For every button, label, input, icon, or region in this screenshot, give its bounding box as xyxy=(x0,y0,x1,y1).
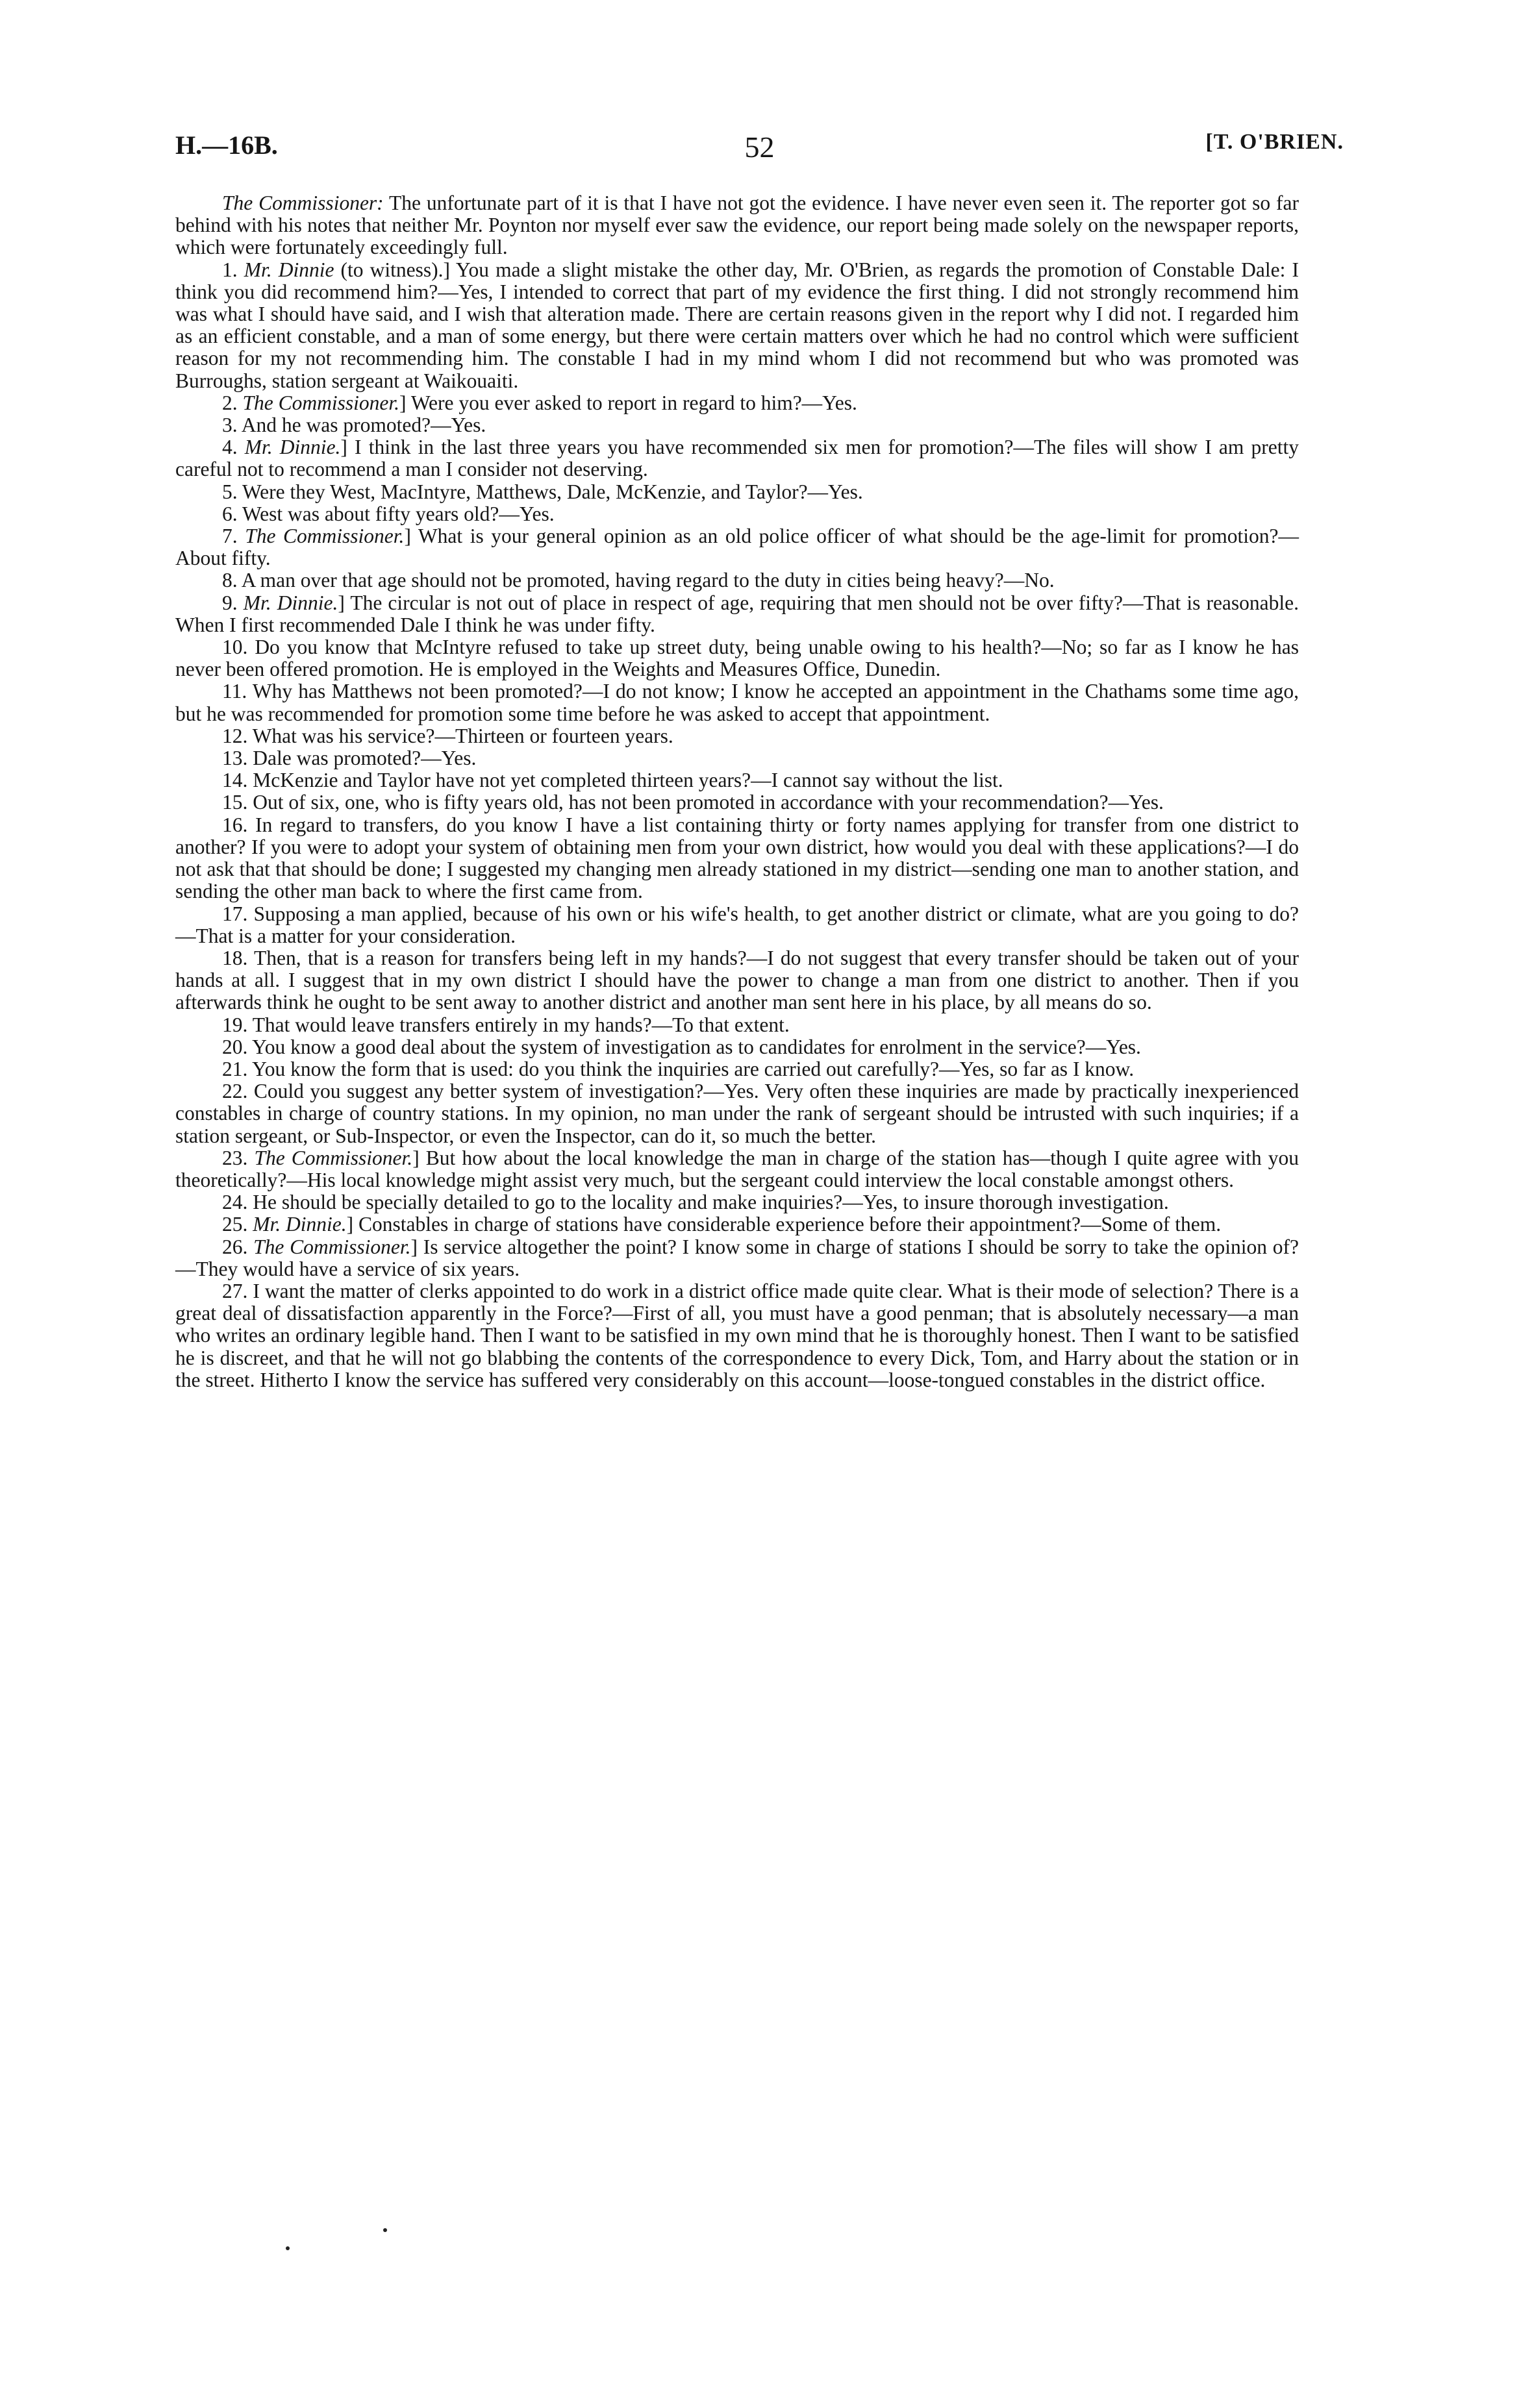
paragraph-text: What was his service?—Thirteen or fourteen years. xyxy=(252,724,673,747)
evidence-paragraph xyxy=(175,636,1299,680)
question-number: 9. xyxy=(222,591,244,614)
paragraph-text: A man over that age should not be promoted, having regard to the duty in cities being heavy?—No. xyxy=(241,569,1055,592)
evidence-paragraph xyxy=(175,1014,1299,1036)
speaker-name: Mr. Dinnie. xyxy=(243,591,338,614)
question-number: 15. xyxy=(222,791,253,814)
speaker-name: Mr. Dinnie xyxy=(244,258,334,281)
evidence-paragraph xyxy=(175,525,1299,569)
evidence-paragraph xyxy=(175,1213,1299,1235)
question-number: 26. xyxy=(222,1235,254,1258)
question-number: 20. xyxy=(222,1035,253,1058)
paragraph-text: (to witness).] You made a slight mistake the other day, Mr. O'Brien, as regards the promotion of Constable Dale: I think you did recommend him?—Yes, I intended to correct that part of my evidence the first thing. I did not strongly recommend him was what I should have said, and I wish that alteration made. There are certain reasons given in the report why I did not. I regarded him as an efficient constable, and a man of some energy, but there were certain matters over which he had no control which were sufficient reason for my not recommending him. The constable I had in my mind whom I did not recommend but who was promoted was Burroughs, station sergeant at Waikouaiti. xyxy=(175,258,1299,392)
question-number: 25. xyxy=(222,1213,253,1236)
speaker-name: Mr. Dinnie. xyxy=(253,1213,347,1236)
evidence-paragraph xyxy=(175,259,1299,392)
paragraph-text: ] Were you ever asked to report in regard to him?—Yes. xyxy=(399,391,857,414)
page-number: 52 xyxy=(744,130,775,164)
question-number: 5. xyxy=(222,480,242,503)
question-number: 14. xyxy=(222,769,253,792)
witness-name: [T. O'BRIEN. xyxy=(1205,130,1344,154)
evidence-paragraph xyxy=(175,791,1299,813)
paragraph-text: Were they West, MacIntyre, Matthews, Dale, McKenzie, and Taylor?—Yes. xyxy=(242,480,863,503)
evidence-paragraph xyxy=(175,903,1299,947)
evidence-paragraph xyxy=(175,1147,1299,1191)
question-number: 12. xyxy=(222,724,253,747)
paragraph-text: Then, that is a reason for transfers being left in my hands?—I do not suggest that every transfer should be taken out of your hands at all. I suggest that in my own district I should have the power to change a man from one district to another. Then if you afterwards think he ought to be sent away to another district and another man sent here in his place, by all means do so. xyxy=(175,946,1299,1014)
paragraph-text: ] What is your general opinion as an old police officer of what should be the age-limit for promotion?—About fifty. xyxy=(175,525,1299,570)
evidence-paragraph xyxy=(175,725,1299,747)
paragraph-text: Do you know that McIntyre refused to take up street duty, being unable owing to his health?—No; so far as I know he has never been offered promotion. He is employed in the Weights and Measures Office, Dunedin. xyxy=(175,636,1299,681)
paragraph-text: You know the form that is used: do you think the inquiries are carried out carefully?—Yes, so far as I know. xyxy=(252,1057,1135,1080)
evidence-paragraph xyxy=(175,592,1299,636)
question-number: 10. xyxy=(222,636,255,659)
speaker-name: The Commissioner. xyxy=(242,391,400,414)
evidence-paragraph xyxy=(175,947,1299,1014)
paragraph-text: Supposing a man applied, because of his own or his wife's health, to get another district or climate, what are you going to do?—That is a matter for your consideration. xyxy=(175,902,1299,947)
paragraph-text: McKenzie and Taylor have not yet completed thirteen years?—I cannot say without the list. xyxy=(253,769,1003,792)
question-number: 2. xyxy=(222,391,243,414)
question-number: 8. xyxy=(222,569,242,592)
question-number: 18. xyxy=(222,946,255,969)
question-number: 6. xyxy=(222,502,242,525)
evidence-paragraph xyxy=(175,1058,1299,1080)
question-number: 24. xyxy=(222,1191,253,1214)
evidence-paragraph xyxy=(175,1236,1299,1280)
question-number: 11. xyxy=(222,680,253,703)
evidence-paragraph xyxy=(175,747,1299,769)
paragraph-text: West was about fifty years old?—Yes. xyxy=(242,502,555,525)
page-header xyxy=(175,130,1344,169)
speaker-name: The Commissioner. xyxy=(253,1235,411,1258)
paragraph-text: ] But how about the local knowledge the man in charge of the station has—though I quite agree with you theoretically?—His local knowledge might assist very much, but the sergeant could interview the local constable amongst others. xyxy=(175,1146,1299,1191)
speaker-name: The Commissioner: xyxy=(222,192,384,214)
paragraph-text: I want the matter of clerks appointed to do work in a district office made quite clear. What is their mode of selection? There is a great deal of dissatisfaction apparently in the Force?—First of all, you must have a good penman; that is absolutely necessary—a man who writes an ordinary legible hand. Then I want to be satisfied in my own mind that he is thoroughly honest. Then I want to be satisfied he is discreet, and that he will not go blabbing the contents of the correspondence to every Dick, Tom, and Harry about the station or in the street. Hitherto I know the service has suffered very considerably on this account—loose-tongued constables in the district office. xyxy=(175,1279,1299,1391)
speaker-name: The Commissioner. xyxy=(245,525,405,548)
report-reference: H.—16B. xyxy=(175,130,278,160)
question-number: 13. xyxy=(222,747,253,770)
paragraph-text: Could you suggest any better system of investigation?—Yes. Very often these inquiries are made by practically inexperienced constables in charge of country stations. In my opinion, no man under the rank of sergeant should be intrusted with such inquiries; if a station sergeant, or Sub-Inspector, or even the Inspector, can do it, so much the better. xyxy=(175,1080,1299,1147)
paragraph-text: ] Is service altogether the point? I know some in charge of stations I should be sorry to take the opinion of?—They would have a service of six years. xyxy=(175,1235,1299,1280)
question-number: 21. xyxy=(222,1057,253,1080)
evidence-paragraph xyxy=(175,503,1299,525)
question-number: 1. xyxy=(222,258,244,281)
paragraph-text: That would leave transfers entirely in my hands?—To that extent. xyxy=(252,1013,790,1036)
question-number: 4. xyxy=(222,436,245,459)
question-number: 7. xyxy=(222,525,245,548)
speck-mark xyxy=(286,2246,290,2250)
question-number: 3. xyxy=(222,414,242,437)
speaker-name: Mr. Dinnie. xyxy=(244,436,341,459)
evidence-paragraph xyxy=(175,192,1299,259)
evidence-paragraph xyxy=(175,1036,1299,1058)
evidence-paragraph xyxy=(175,1080,1299,1147)
evidence-paragraph xyxy=(175,481,1299,503)
paragraph-text: And he was promoted?—Yes. xyxy=(241,414,486,437)
evidence-paragraph xyxy=(175,392,1299,414)
evidence-paragraph xyxy=(175,769,1299,791)
paragraph-text: ] Constables in charge of stations have considerable experience before their appointment?—Some of them. xyxy=(346,1213,1222,1236)
speck-mark xyxy=(383,2228,387,2232)
paragraph-text: He should be specially detailed to go to the locality and make inquiries?—Yes, to insure thorough investigation. xyxy=(253,1191,1169,1214)
paragraph-text: Why has Matthews not been promoted?—I do not know; I know he accepted an appointment in the Chathams some time ago, but he was recommended for promotion some time before he was asked to accept that appointment. xyxy=(175,680,1299,725)
question-number: 23. xyxy=(222,1146,255,1169)
evidence-paragraph xyxy=(175,1191,1299,1213)
speaker-name: The Commissioner. xyxy=(254,1146,413,1169)
paragraph-text: ] The circular is not out of place in respect of age, requiring that men should not be over fifty?—That is reasonable. When I first recommended Dale I think he was under fifty. xyxy=(175,591,1299,636)
question-number: 19. xyxy=(222,1013,253,1036)
paragraph-text: In regard to transfers, do you know I have a list containing thirty or forty names applying for transfer from one district to another? If you were to adopt your system of obtaining men from your own district, how would you deal with these applications?—I do not ask that that should be done; I suggested my changing men already stationed in my district—sending one man to another station, and sending the other man back to where the first came from. xyxy=(175,813,1299,903)
evidence-paragraph xyxy=(175,414,1299,436)
question-number: 17. xyxy=(222,902,254,925)
evidence-paragraph xyxy=(175,436,1299,480)
question-number: 22. xyxy=(222,1080,254,1103)
paragraph-text: Out of six, one, who is fifty years old, has not been promoted in accordance with your recommendation?—Yes. xyxy=(253,791,1164,814)
evidence-paragraph xyxy=(175,814,1299,903)
paragraph-text: You know a good deal about the system of investigation as to candidates for enrolment in the service?—Yes. xyxy=(252,1035,1141,1058)
paragraph-text: Dale was promoted?—Yes. xyxy=(253,747,477,770)
evidence-paragraph xyxy=(175,1280,1299,1391)
question-number: 27. xyxy=(222,1279,253,1302)
evidence-paragraph xyxy=(175,680,1299,725)
evidence-paragraph xyxy=(175,569,1299,591)
paragraph-text: ] I think in the last three years you have recommended six men for promotion?—The files will show I am pretty careful not to recommend a man I consider not deserving. xyxy=(175,436,1299,481)
evidence-body xyxy=(175,192,1299,1391)
question-number: 16. xyxy=(222,813,256,836)
paragraph-text: The unfortunate part of it is that I have not got the evidence. I have never even seen it. The reporter got so far behind with his notes that neither Mr. Poynton nor myself ever saw the evidence, our report being made solely on the newspaper reports, which were fortunately exceedingly full. xyxy=(175,192,1299,259)
